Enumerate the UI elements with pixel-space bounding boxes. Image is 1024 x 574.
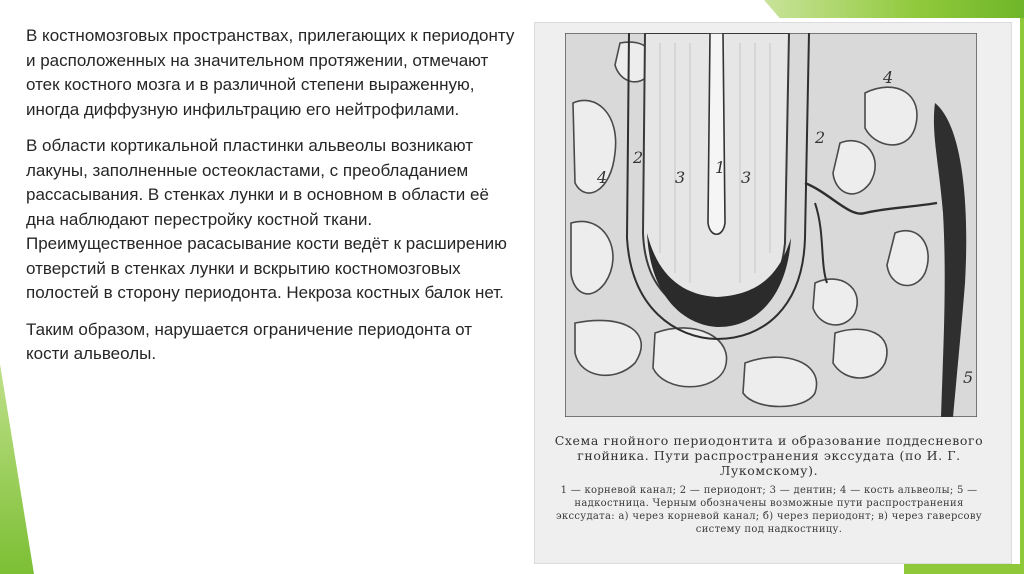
label-periodontium-right: 2 (815, 128, 826, 147)
label-dentin-right: 3 (741, 168, 752, 187)
slide-text (26, 24, 516, 379)
label-dentin-left: 3 (675, 168, 686, 187)
decorative-green-strip-right (1020, 18, 1024, 574)
label-root-canal: 1 (715, 158, 726, 177)
paragraph-1: В костномозговых пространствах, прилегающих к периодонту и расположенных на значительном протяжении, отмечают отек костного мозга и в различной степени выраженную, иногда диффузную инфильтрацию его нейтрофилами. (26, 26, 515, 119)
paragraph-3: Таким образом, нарушается ограничение периодонта от кости альвеолы. (26, 319, 473, 363)
label-bone-left: 4 (597, 168, 608, 187)
caption-title: Схема гнойного периодонтита и образование поддесневого гнойника. Пути распространения экссудата (по И. Г. Лукомскому). (554, 433, 984, 478)
periodontitis-diagram (565, 33, 977, 417)
figure-caption (549, 433, 989, 536)
decorative-green-wedge-top (764, 0, 1024, 18)
label-bone-right: 4 (883, 68, 894, 87)
decorative-green-strip-bottom (904, 564, 1024, 574)
decorative-green-wedge-bottom-left (0, 364, 34, 574)
label-periosteum: 5 (963, 368, 974, 387)
label-periodontium-left: 2 (633, 148, 644, 167)
histology-figure (534, 22, 1012, 564)
caption-legend: 1 — корневой канал; 2 — периодонт; 3 — дентин; 4 — кость альвеолы; 5 — надкостница. Черным обозначены возможные пути распространения экссудата: а) через корневой канал; б) через периодонт; в) через гаверсову систему под надкостницу. (556, 485, 982, 535)
paragraph-2: В области кортикальной пластинки альвеолы возникают лакуны, заполненные остеокластами, с преобладанием рассасывания. В стенках лунки и в основном в области её дна наблюдают перестройку костной ткани. Преимущественное расасывание кости ведёт к расширению отверстий в стенках лунки и вскрытию костномозговых полостей в сторону периодонта. Некроза костных балок нет. (26, 136, 507, 302)
